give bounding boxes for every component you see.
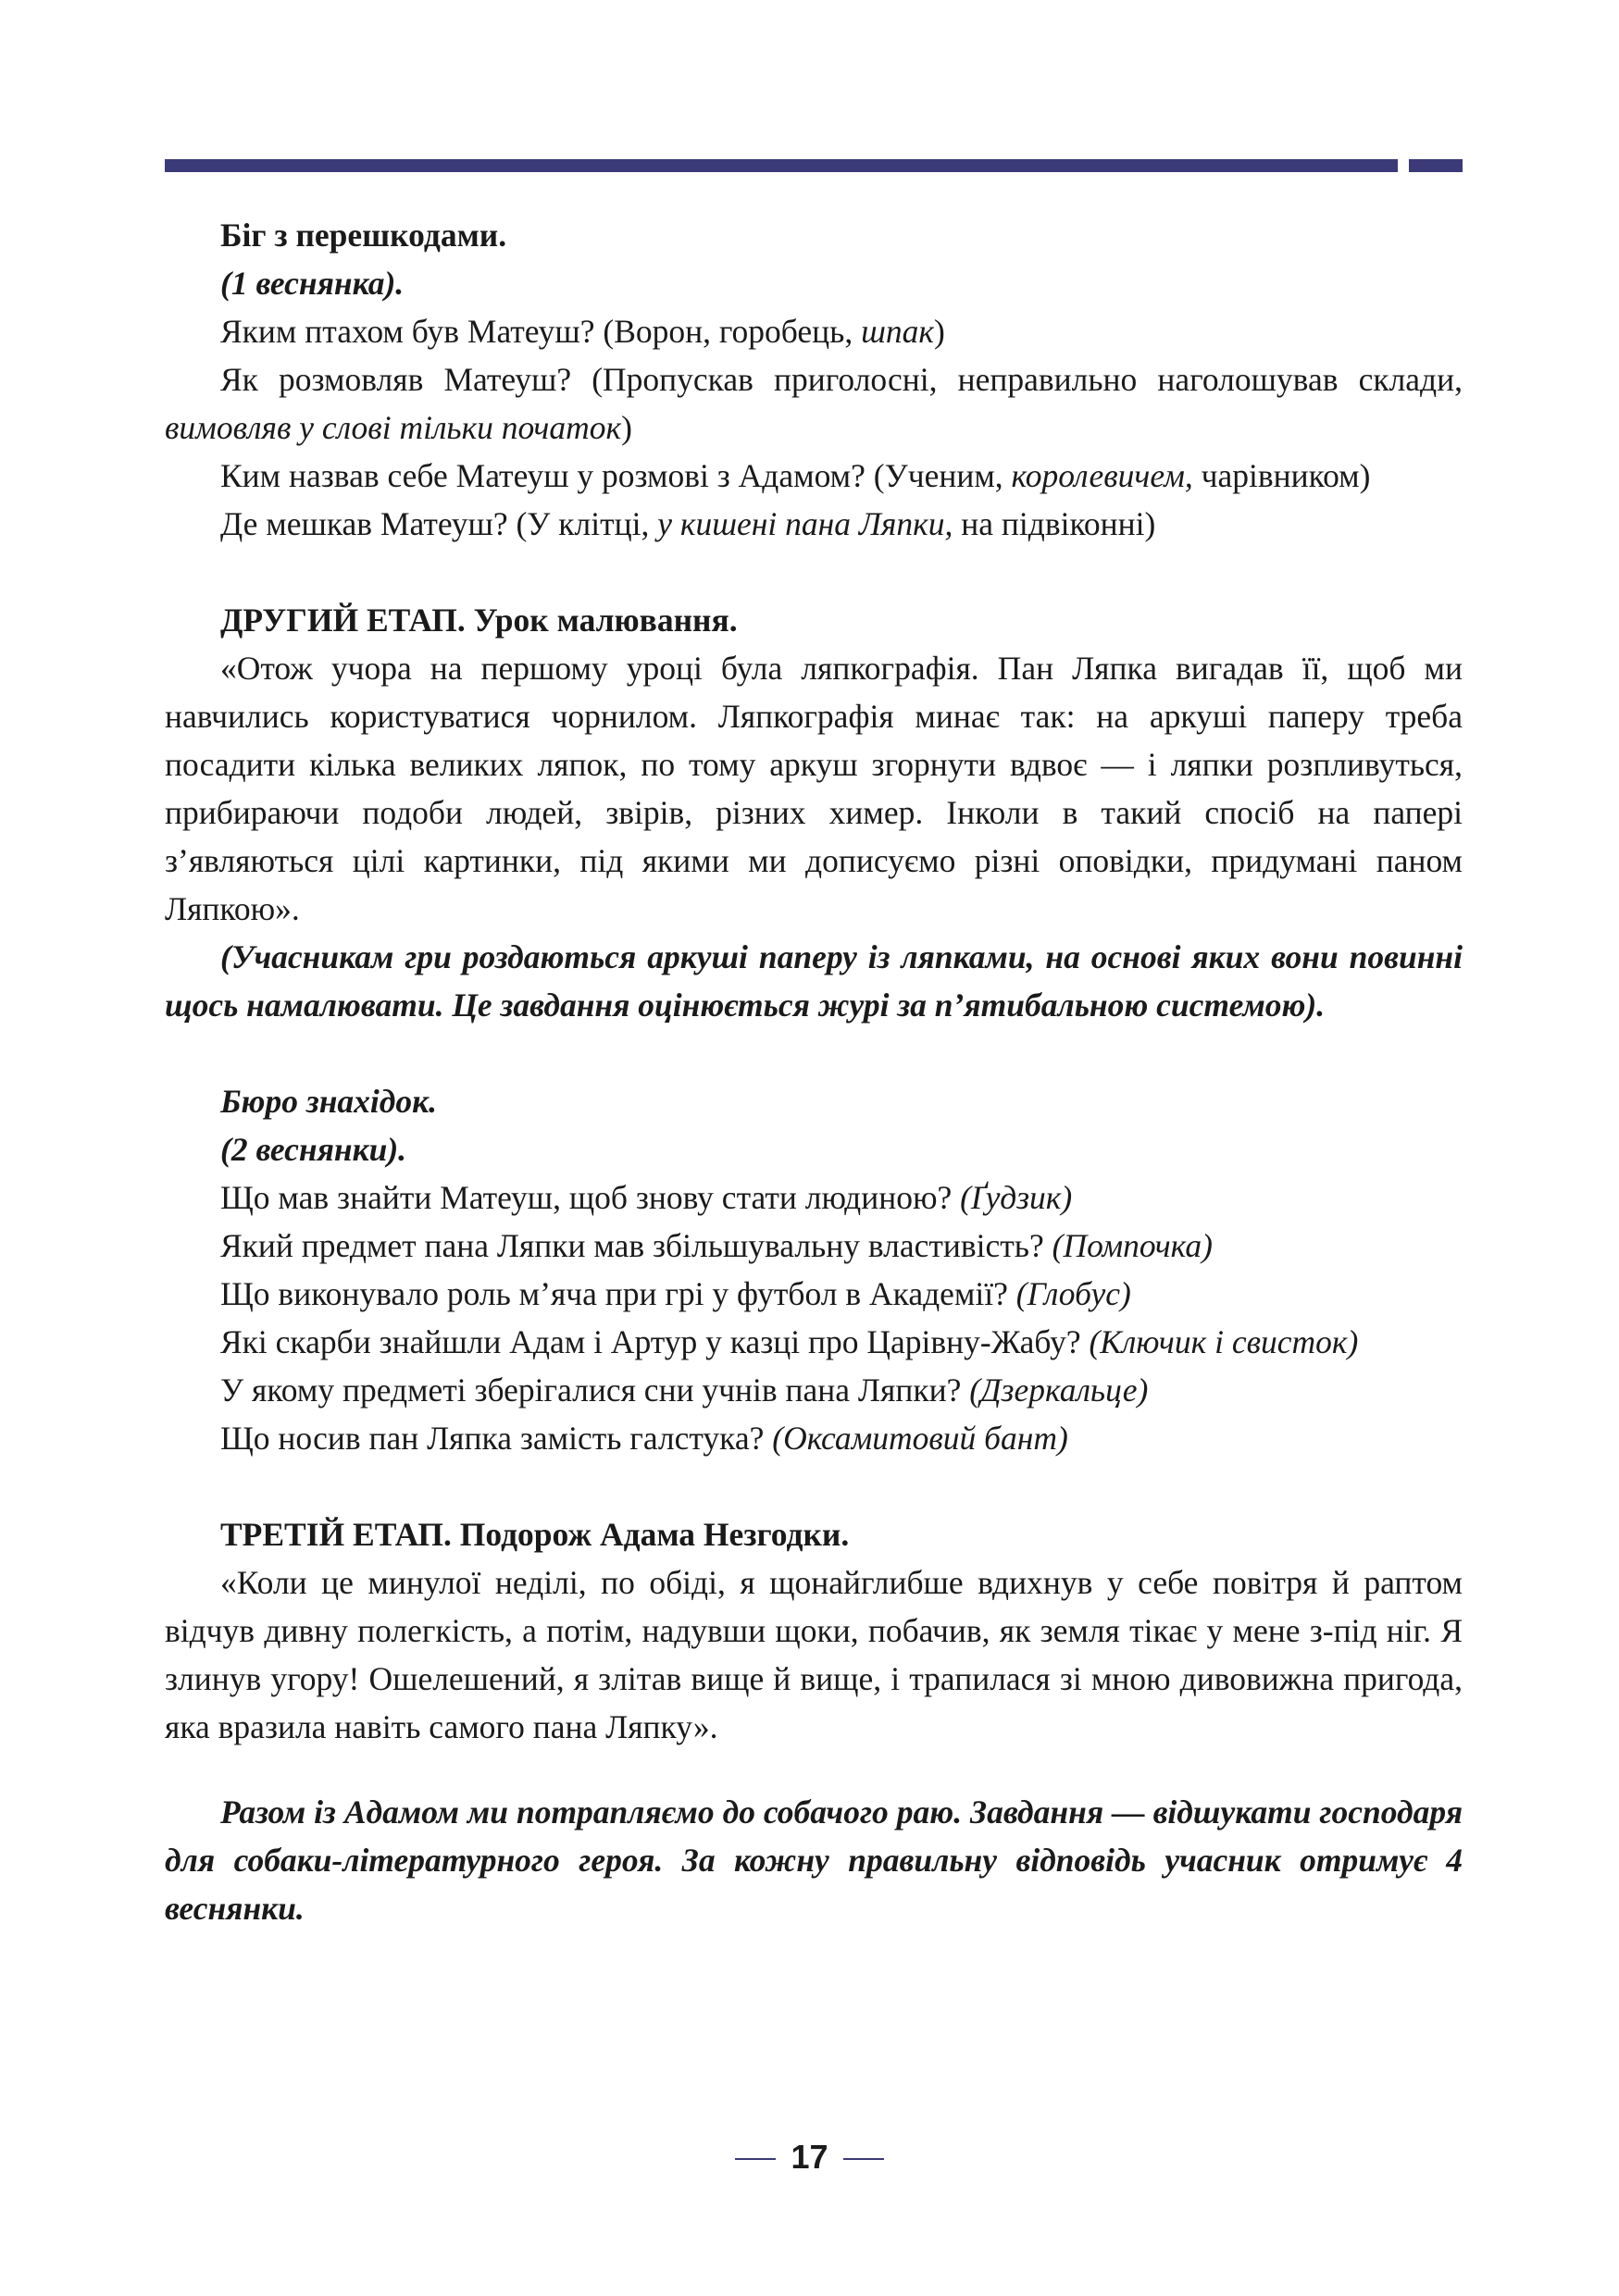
lost-found-question: У якому предметі зберігалися сни учнів пана Ляпки? bbox=[220, 1371, 970, 1409]
spacer bbox=[165, 548, 1463, 596]
spacer bbox=[165, 1462, 1463, 1510]
page-footer bbox=[0, 2138, 1619, 2177]
question-3: Ким назвав себе Матеуш у розмові з Адамом? (Ученим, королевичем, чарівником) bbox=[220, 457, 1371, 494]
section1-subtitle: (1 веснянка). bbox=[220, 265, 405, 302]
spacer bbox=[165, 1751, 1463, 1788]
lost-found-answer: (Оксамитовий бант) bbox=[772, 1420, 1068, 1457]
question-4: Де мешкав Матеуш? (У клітці, у кишені пана Ляпки, на підвіконні) bbox=[220, 505, 1156, 542]
section2-quote: «Отож учора на першому уроці була ляпкографія. Пан Ляпка вигадав її, щоб ми навчились користуватися чорнилом. Ляпкографія минає так: на аркуші паперу треба посадити кілька великих ляпок, по тому аркуш згорнути вдвоє — і ляпки розпливуться, прибираючи подоби людей, звірів, різних химер. Інколи в такий спосіб на папері з’являються цілі картинки, під якими ми дописуємо різні оповідки, придумані паном Ляпкою». bbox=[165, 650, 1463, 927]
lost-found-item bbox=[165, 1414, 1463, 1462]
footer-dash-left bbox=[735, 2158, 776, 2160]
lost-found-item bbox=[165, 1270, 1463, 1318]
question-2: Як розмовляв Матеуш? (Пропускав приголосні, неправильно наголошував склади, вимовляв у слові тільки початок) bbox=[165, 361, 1463, 446]
lost-found-question: Що носив пан Ляпка замість галстука? bbox=[220, 1420, 773, 1457]
page-number: 17 bbox=[791, 2138, 828, 2176]
lost-found-item bbox=[165, 1222, 1463, 1270]
footer-dash-right bbox=[843, 2158, 884, 2160]
section3-title: Бюро знахідок. bbox=[220, 1083, 437, 1120]
lost-found-answer: (Помпочка) bbox=[1052, 1227, 1213, 1264]
lost-found-answer: (Ґудзик) bbox=[960, 1179, 1073, 1216]
lost-found-answer: (Дзеркальце) bbox=[969, 1371, 1149, 1409]
lost-found-answer: (Глобус) bbox=[1015, 1275, 1131, 1312]
section4-quote: «Коли це минулої неділі, по обіді, я щонайглибше вдихнув у себе повітря й раптом відчув дивну полегкість, а потім, надувши щоки, побачив, як земля тікає у мене з-під ніг. Я злинув угору! Ошелешений, я злітав вище й вище, і трапилася зі мною дивовижна пригода, яка вразила навіть самого пана Ляпку». bbox=[165, 1564, 1463, 1745]
lost-found-item bbox=[165, 1366, 1463, 1414]
section2-instruction: (Учасникам гри роздаються аркуші паперу із ляпками, на основі яких вони повинні щось намалювати. Це завдання оцінюється журі за п’ятибальною системою). bbox=[165, 938, 1463, 1024]
lost-found-item bbox=[165, 1173, 1463, 1222]
spacer bbox=[165, 1029, 1463, 1077]
lost-found-question: Що мав знайти Матеуш, щоб знову стати людиною? bbox=[220, 1179, 961, 1216]
lost-found-question: Який предмет пана Ляпки мав збільшувальну властивість? bbox=[220, 1227, 1052, 1264]
lost-found-list bbox=[165, 1173, 1463, 1462]
section4-instruction: Разом із Адамом ми потрапляємо до собачого раю. Завдання — відшукати господаря для собаки-літературного героя. За кожну правильну відповідь учасник отримує 4 веснянки. bbox=[165, 1793, 1463, 1927]
section2-title: ДРУГИЙ ЕТАП. Урок малювання. bbox=[220, 602, 738, 639]
header-rule-tab bbox=[1409, 159, 1463, 172]
section4-title: ТРЕТІЙ ЕТАП. Подорож Адама Незгодки. bbox=[220, 1516, 850, 1553]
lost-found-question: Що виконувало роль м’яча при грі у футбол в Академії? bbox=[220, 1275, 1016, 1312]
page-content bbox=[165, 211, 1463, 1932]
section1-title: Біг з перешкодами. bbox=[220, 217, 507, 254]
question-1: Яким птахом був Матеуш? (Ворон, горобець, шпак) bbox=[220, 313, 945, 350]
section3-subtitle: (2 веснянки). bbox=[220, 1131, 407, 1168]
lost-found-answer: (Ключик і свисток) bbox=[1089, 1323, 1359, 1360]
lost-found-item bbox=[165, 1318, 1463, 1366]
lost-found-question: Які скарби знайшли Адам і Артур у казці про Царівну-Жабу? bbox=[220, 1323, 1090, 1360]
header-rule bbox=[165, 159, 1398, 172]
